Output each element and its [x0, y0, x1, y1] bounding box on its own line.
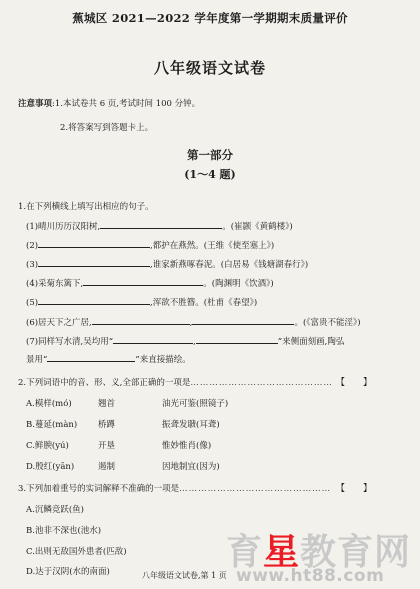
q1-item-1-pre: (1)晴川历历汉阳树, [26, 222, 101, 232]
watermark-char-3: 教育网 [300, 532, 412, 573]
q1-item-1-post: 。(崔颢《黄鹤楼》) [222, 222, 293, 232]
site-watermark [226, 524, 412, 586]
exam-title: 八年级语文试卷 [153, 59, 266, 77]
q1-item-7-blank-a[interactable] [113, 334, 193, 344]
q2-option-d-phrase: 因地制宜(因为) [162, 462, 220, 472]
q2-option-c-phrase: 惟妙惟肖(像) [162, 441, 212, 451]
q1-item-5-pre: (5) [26, 298, 39, 308]
q1-item-3-post: ,谁家新燕啄春泥。(白居易《钱塘湖春行》) [150, 260, 309, 270]
q1-item-7-c: 景用“ [26, 355, 48, 365]
watermark-char-1: 育 [226, 532, 264, 573]
q2-option-b-word: B.蔓延(màn) [26, 420, 78, 430]
q2-option-d-word: D.殷红(yān) [26, 462, 75, 472]
q2-option-b-phrase: 振聋发聩(耳聋) [162, 420, 220, 430]
q2-answer-bracket[interactable]: 【 】 [336, 378, 373, 388]
q3-answer-bracket[interactable]: 【 】 [336, 484, 373, 494]
q1-item-5-post: ,浑欲不胜簪。(杜甫《春望》) [150, 298, 258, 308]
q1-item-2-pre: (2) [26, 241, 39, 251]
notes-label: 注意事项 [18, 99, 53, 109]
q1-item-6-mid: , [189, 318, 193, 328]
q1-item-4-blank[interactable] [83, 276, 203, 286]
q1-item-5-blank[interactable] [38, 295, 150, 305]
q1-item-2-blank[interactable] [38, 238, 150, 248]
q3-option-d[interactable]: D.达于汉阴(水的南面) [26, 567, 110, 577]
q2-option-c-word2: 开垦 [98, 441, 116, 451]
notes-line-2: 2.将答案写到答题卡上。 [60, 123, 154, 133]
q1-item-3-blank[interactable] [38, 257, 150, 267]
q2-option-c-word: C.鲜腴(yú) [26, 441, 69, 451]
q1-item-2-post: ,都护在燕然。(王维《使至塞上》) [150, 241, 275, 251]
q2-stem-text: 2.下列词语中的音、形、义,全部正确的一项是 [18, 378, 191, 388]
q1-item-7-blank-c[interactable] [47, 352, 135, 362]
q2-stem: 2.下列词语中的音、形、义,全部正确的一项是……………………………………… [18, 378, 333, 388]
q1-item-4-pre: (4)采菊东篱下, [26, 279, 84, 289]
q1-item-7-blank-b[interactable] [196, 334, 278, 344]
q1-item-6-pre: (6)居天下之广居, [26, 318, 92, 328]
part-heading: 第一部分 [187, 148, 233, 162]
q1-item-7-b: ”来侧面刻画,陶弘 [277, 337, 345, 347]
q1-item-3 [26, 257, 308, 270]
q3-stem: 3.下列加着重号的实词解释不准确的一项是………………………………………… [18, 484, 332, 494]
q1-item-4-post: 。(陶渊明《饮酒》) [203, 279, 274, 289]
q1-item-5 [26, 295, 257, 308]
q1-item-6-blank-b[interactable] [192, 315, 294, 325]
q1-stem: 1.在下列横线上填写出相应的句子。 [18, 202, 154, 212]
q1-item-4 [26, 276, 274, 289]
q2-option-d-word2: 遏制 [98, 462, 116, 472]
watermark-char-2: 星 [263, 532, 301, 573]
q3-option-a[interactable]: A.沉鳞竞跃(鱼) [26, 505, 84, 515]
q3-stem-text: 3.下列加着重号的实词解释不准确的一项是 [18, 484, 180, 494]
q1-item-7-cont [26, 352, 191, 365]
q1-item-1 [26, 219, 293, 232]
watermark-url: www.ht88.com [236, 566, 385, 586]
q1-item-2 [26, 238, 274, 251]
notes-line-1: :1.本试卷共 6 页,考试时间 100 分钟。 [52, 99, 201, 109]
q2-option-a-word: A.模样(mó) [26, 399, 72, 409]
q1-item-6-post: 。(《富贵不能淫》) [294, 318, 361, 328]
q2-option-a-phrase: 油光可鉴(照镜子) [162, 399, 229, 409]
q1-item-6 [26, 315, 361, 328]
q3-option-c[interactable]: C.出则无敌国外患者(匹敌) [26, 547, 127, 557]
q1-item-7-a: (7)同样写水清,吴均用“ [26, 337, 114, 347]
q1-item-7: (7)同样写水清,吴均用“ , ”来侧面刻画,陶弘 [26, 334, 344, 347]
q2-option-b-word2: 桥蹲 [98, 420, 116, 430]
exam-notes [18, 97, 200, 135]
q3-option-b[interactable]: B.池非不深也(池水) [26, 526, 102, 536]
part-range: (1～4 题) [184, 168, 236, 181]
q1-item-6-blank-a[interactable] [92, 315, 190, 325]
page-footer: 八年级语文试卷,第 1 页 [142, 571, 227, 580]
q1-item-1-blank[interactable] [100, 219, 222, 229]
q1-item-3-pre: (3) [26, 260, 39, 270]
q2-option-a-word2: 翘首 [98, 399, 116, 409]
exam-header: 蕉城区 2021—2022 学年度第一学期期末质量评价 [72, 11, 348, 25]
q1-item-7-d: ”来直接描绘。 [135, 355, 191, 365]
